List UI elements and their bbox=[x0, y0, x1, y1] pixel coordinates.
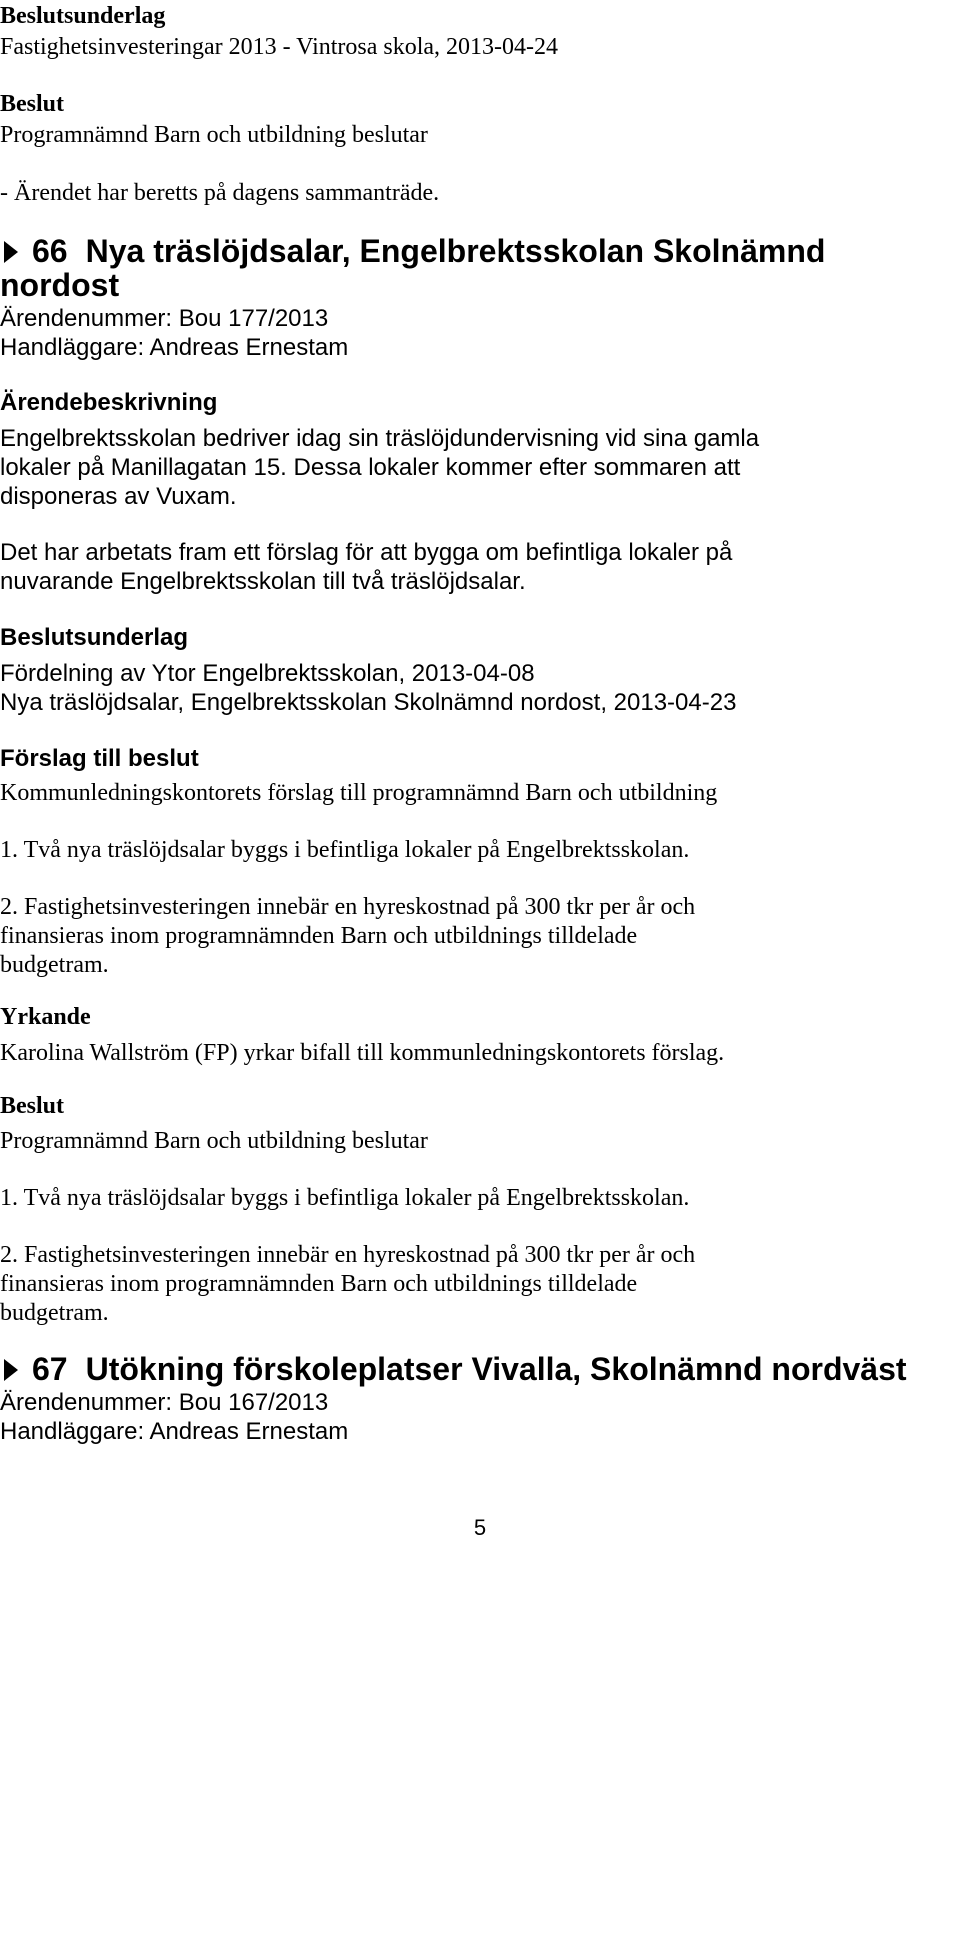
case-number: Ärendenummer: Bou 167/2013 bbox=[0, 1389, 329, 1416]
case-handler: Handläggare: Andreas Ernestam bbox=[0, 1418, 349, 1445]
proposal-item-cont: budgetram. bbox=[0, 952, 109, 978]
case-handler: Handläggare: Andreas Ernestam bbox=[0, 334, 349, 361]
agenda-item-number: 66 bbox=[32, 233, 68, 269]
agenda-item-number: 67 bbox=[32, 1351, 68, 1387]
proposal-item-cont: finansieras inom programnämnden Barn och utbildnings tilldelade bbox=[0, 923, 638, 949]
proposal-intro: Kommunledningskontorets förslag till programnämnd Barn och utbildning bbox=[0, 780, 718, 806]
description-line: lokaler på Manillagatan 15. Dessa lokaler kommer efter sommaren att bbox=[0, 454, 741, 481]
basis-document: Nya träslöjdsalar, Engelbrektsskolan Skolnämnd nordost, 2013-04-23 bbox=[0, 689, 737, 716]
document-reference: Fastighetsinvesteringar 2013 - Vintrosa skola, 2013-04-24 bbox=[0, 34, 559, 60]
description-line: Det har arbetats fram ett förslag för att bygga om befintliga lokaler på bbox=[0, 539, 733, 566]
decision-intro: Programnämnd Barn och utbildning beslutar bbox=[0, 1128, 428, 1154]
section-heading-beslutsunderlag: Beslutsunderlag bbox=[0, 624, 189, 651]
motion-text: Karolina Wallström (FP) yrkar bifall till kommunledningskontorets förslag. bbox=[0, 1040, 725, 1066]
section-heading-beslutsunderlag: Beslutsunderlag bbox=[0, 3, 166, 29]
decision-item: 1. Två nya träslöjdsalar byggs i befintliga lokaler på Engelbrektsskolan. bbox=[0, 1185, 690, 1211]
agenda-item-title: Utökning förskoleplatser Vivalla, Skolnämnd nordväst bbox=[85, 1351, 907, 1387]
agenda-item-66-title-line2: nordost bbox=[0, 267, 120, 303]
decision-item: - Ärendet har beretts på dagens sammanträde. bbox=[0, 180, 440, 206]
basis-document: Fördelning av Ytor Engelbrektsskolan, 2013-04-08 bbox=[0, 660, 535, 687]
decision-intro: Programnämnd Barn och utbildning beslutar bbox=[0, 122, 428, 148]
proposal-item: 1. Två nya träslöjdsalar byggs i befintliga lokaler på Engelbrektsskolan. bbox=[0, 837, 690, 863]
bullet-arrow-icon bbox=[4, 1359, 18, 1381]
proposal-item: 2. Fastighetsinvesteringen innebär en hyreskostnad på 300 tkr per år och bbox=[0, 894, 696, 920]
bullet-arrow-icon bbox=[4, 241, 18, 263]
decision-item: 2. Fastighetsinvesteringen innebär en hyreskostnad på 300 tkr per år och bbox=[0, 1242, 696, 1268]
description-line: nuvarande Engelbrektsskolan till två träslöjdsalar. bbox=[0, 568, 526, 595]
agenda-item-67-title bbox=[0, 1352, 907, 1386]
description-line: disponeras av Vuxam. bbox=[0, 483, 237, 510]
decision-item-cont: finansieras inom programnämnden Barn och utbildnings tilldelade bbox=[0, 1271, 638, 1297]
page-number: 5 bbox=[473, 1515, 487, 1540]
section-heading-arendebeskrivning: Ärendebeskrivning bbox=[0, 389, 218, 416]
agenda-item-title-line1: Nya träslöjdsalar, Engelbrektsskolan Skolnämnd bbox=[85, 233, 826, 269]
decision-item-cont: budgetram. bbox=[0, 1300, 109, 1326]
section-heading-yrkande: Yrkande bbox=[0, 1004, 91, 1030]
section-heading-forslag: Förslag till beslut bbox=[0, 745, 199, 772]
description-line: Engelbrektsskolan bedriver idag sin träslöjdundervisning vid sina gamla bbox=[0, 425, 760, 452]
section-heading-beslut: Beslut bbox=[0, 91, 65, 117]
agenda-item-66-title bbox=[0, 234, 825, 268]
case-number: Ärendenummer: Bou 177/2013 bbox=[0, 305, 329, 332]
section-heading-beslut: Beslut bbox=[0, 1093, 65, 1119]
